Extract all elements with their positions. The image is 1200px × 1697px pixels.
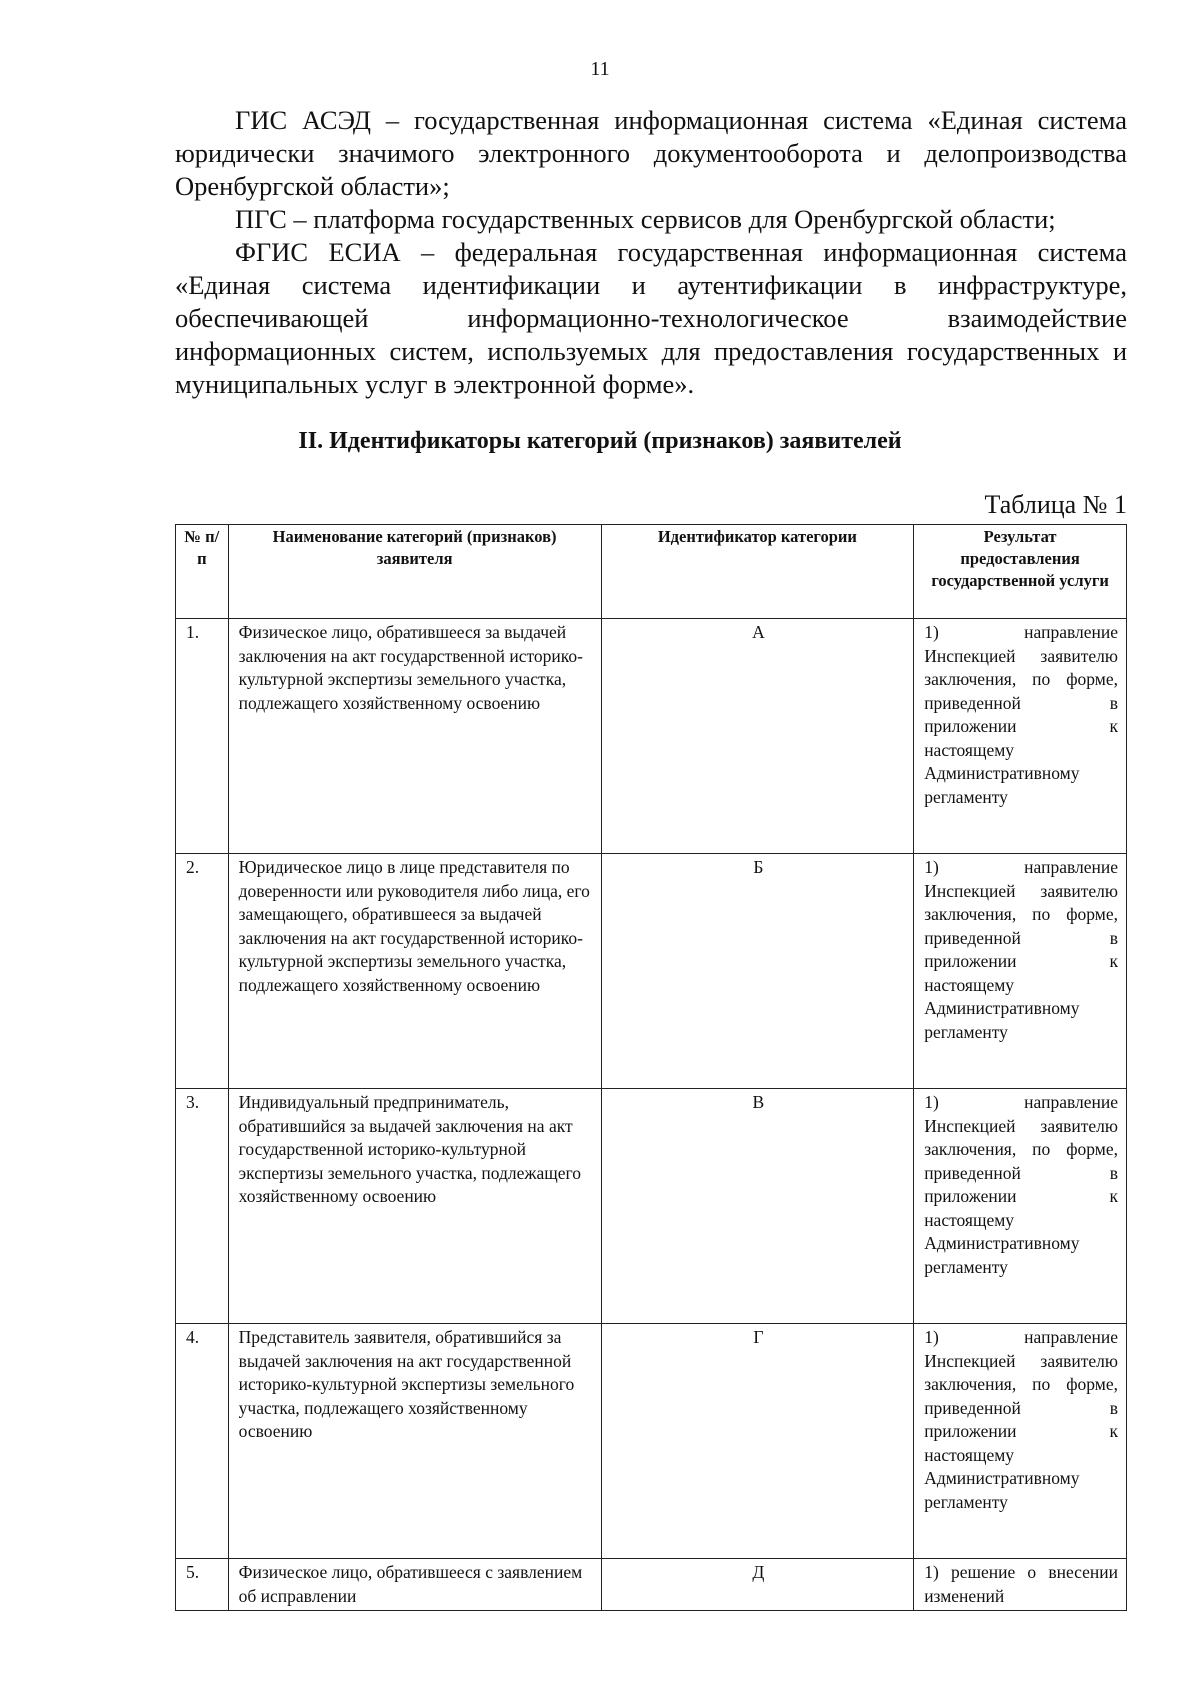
row-result: 1) направление Инспекцией заявителю заключения, по форме, приведенной в приложении к настоящему Административному регламенту <box>914 1324 1127 1559</box>
row-category-id: Б <box>601 854 914 1089</box>
row-number: 4. <box>176 1324 229 1559</box>
row-number: 5. <box>176 1559 229 1611</box>
definition-fgis-esia: ФГИС ЕСИА – федеральная государственная информационная система «Единая система идентификации и аутентификации в инфраструктуре, обеспечивающей информационно-технологическое взаимодействие информационных систем, используемых для предоставления государственных и муниципальных услуг в электронной форме». <box>175 237 1127 399</box>
row-category-id: В <box>601 1089 914 1324</box>
row-number: 3. <box>176 1089 229 1324</box>
row-result: 1) направление Инспекцией заявителю заключения, по форме, приведенной в приложении к настоящему Административному регламенту <box>914 854 1127 1089</box>
header-category-name: Наименование категорий (признаков) заявителя <box>228 525 601 619</box>
row-number: 2. <box>176 854 229 1089</box>
row-category-id: А <box>601 619 914 854</box>
table-caption: Таблица № 1 <box>984 490 1127 519</box>
definition-pgs: ПГС – платформа государственных сервисов для Оренбургской области; <box>235 204 1056 234</box>
table-row <box>176 1559 1127 1611</box>
definitions-block <box>175 104 1127 401</box>
table-header-row <box>176 525 1127 619</box>
row-category-name: Физическое лицо, обратившееся за выдачей заключения на акт государственной историко-культурной экспертизы земельного участка, подлежащего хозяйственному освоению <box>228 619 601 854</box>
row-category-name: Физическое лицо, обратившееся с заявлением об исправлении <box>228 1559 601 1611</box>
table-row <box>176 1089 1127 1324</box>
row-category-id: Г <box>601 1324 914 1559</box>
table-row <box>176 1324 1127 1559</box>
row-category-id: Д <box>601 1559 914 1611</box>
table-row <box>176 619 1127 854</box>
row-result: 1) направление Инспекцией заявителю заключения, по форме, приведенной в приложении к настоящему Административному регламенту <box>914 619 1127 854</box>
row-number: 1. <box>176 619 229 854</box>
table-row <box>176 854 1127 1089</box>
definition-gis-ased: ГИС АСЭД – государственная информационная система «Единая система юридически значимого электронного документооборота и делопроизводства Оренбургской области»; <box>175 105 1127 201</box>
row-result: 1) решение о внесении изменений <box>914 1559 1127 1611</box>
header-result: Результат предоставления государственной услуги <box>914 525 1127 619</box>
header-number: № п/п <box>176 525 229 619</box>
section-title: II. Идентификаторы категорий (признаков) заявителей <box>298 428 902 454</box>
row-result: 1) направление Инспекцией заявителю заключения, по форме, приведенной в приложении к настоящему Административному регламенту <box>914 1089 1127 1324</box>
row-category-name: Юридическое лицо в лице представителя по доверенности или руководителя либо лица, его замещающего, обратившееся за выдачей заключения на акт государственной историко-культурной экспертизы земельного участка, подлежащего хозяйственному освоению <box>228 854 601 1089</box>
page-number: 11 <box>590 58 610 80</box>
header-category-id: Идентификатор категории <box>601 525 914 619</box>
row-category-name: Представитель заявителя, обратившийся за выдачей заключения на акт государственной историко-культурной экспертизы земельного участка, подлежащего хозяйственному освоению <box>228 1324 601 1559</box>
categories-table <box>175 524 1127 1611</box>
row-category-name: Индивидуальный предприниматель, обратившийся за выдачей заключения на акт государственной историко-культурной экспертизы земельного участка, подлежащего хозяйственному освоению <box>228 1089 601 1324</box>
